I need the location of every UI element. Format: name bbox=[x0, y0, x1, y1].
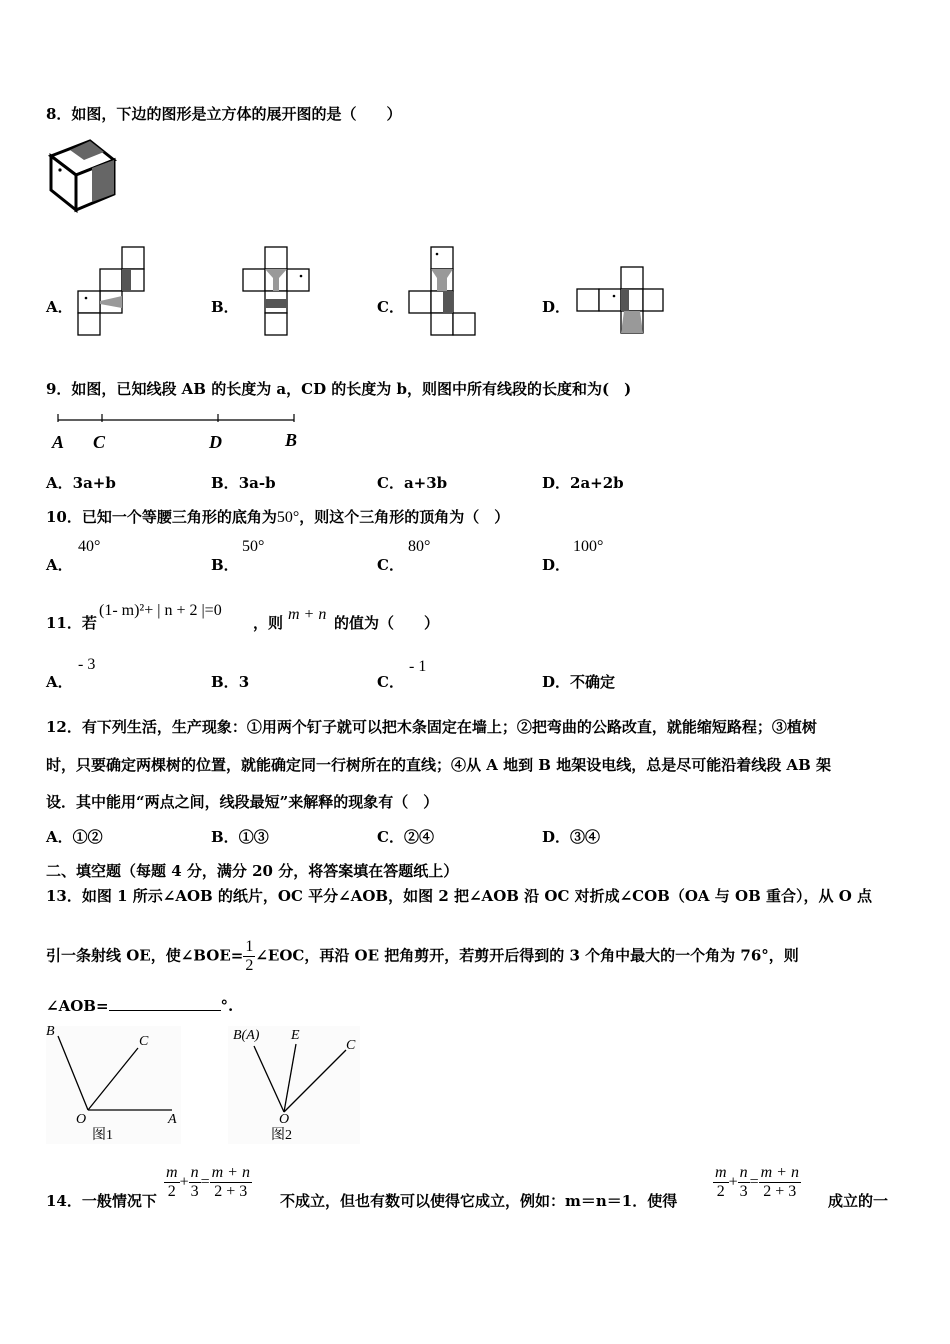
q11-expression: (1- m)²+ | n + 2 |=0 bbox=[99, 602, 222, 619]
q13-fig2-label-e: E bbox=[291, 1028, 300, 1043]
q14-post: 成立的一 bbox=[828, 1192, 889, 1210]
q10-option-a-label[interactable]: A． bbox=[46, 556, 73, 574]
q13-fig2-caption: 图2 bbox=[271, 1128, 292, 1143]
q8-option-a-label[interactable]: A． bbox=[46, 298, 73, 316]
q8-net-b bbox=[243, 246, 313, 336]
q10-option-a-value: 40° bbox=[78, 538, 101, 555]
q14-pre: 14．一般情况下 bbox=[46, 1192, 157, 1210]
q8-option-b-label[interactable]: B． bbox=[211, 298, 239, 316]
q10-option-b-value: 50° bbox=[242, 538, 265, 555]
q9-stem: 9．如图，已知线段 AB 的长度为 a，CD 的长度为 b，则图中所有线段的长度和为( ) bbox=[46, 380, 632, 398]
q11-expression-2: m + n bbox=[288, 606, 327, 623]
q13-fraction-half: $\frac{1}{2}$ bbox=[245, 938, 254, 974]
q8-net-c bbox=[409, 246, 479, 336]
q11-option-d[interactable]: D．不确定 bbox=[542, 673, 616, 691]
q12-line-3: 设．其中能用“两点之间，线段最短”来解释的现象有（ ） bbox=[46, 793, 439, 811]
q13-fig2-label-c: C bbox=[346, 1038, 356, 1053]
q11-stem-pre: 11．若 bbox=[46, 614, 97, 632]
q10-option-d-value: 100° bbox=[573, 538, 604, 555]
q12-option-a[interactable]: A．①② bbox=[46, 828, 103, 846]
q8-stem: 8．如图，下边的图形是立方体的展开图的是（ ） bbox=[46, 105, 402, 123]
q12-line-2: 时，只要确定两棵树的位置，就能确定同一行树所在的直线；④从 A 地到 B 地架设电线，总是尽可能沿着线段 AB 架 bbox=[46, 756, 831, 774]
q9-point-b: B bbox=[285, 430, 298, 450]
q11-option-a-value: - 3 bbox=[78, 656, 96, 673]
q13-line-3: ∠AOB= °. bbox=[46, 997, 234, 1015]
q12-option-c[interactable]: C．②④ bbox=[377, 828, 434, 846]
q9-segment-figure bbox=[48, 410, 308, 456]
q12-option-d[interactable]: D．③④ bbox=[542, 828, 601, 846]
q11-option-a-label[interactable]: A． bbox=[46, 673, 73, 691]
q13-fig1-label-o: O bbox=[76, 1112, 87, 1127]
q11-option-c-label[interactable]: C． bbox=[377, 673, 404, 691]
q8-cube-figure bbox=[48, 138, 118, 212]
q8-option-c-label[interactable]: C． bbox=[377, 298, 404, 316]
q9-point-d: D bbox=[209, 432, 222, 452]
q13-answer-blank[interactable] bbox=[109, 996, 221, 1011]
q9-option-a[interactable]: A．3a+b bbox=[46, 474, 116, 492]
q13-line-1: 13．如图 1 所示∠AOB 的纸片，OC 平分∠AOB，如图 2 把∠AOB 沿 OC 对折成∠COB（OA 与 OB 重合），从 O 点 bbox=[46, 887, 872, 905]
q11-option-b[interactable]: B．3 bbox=[211, 673, 250, 691]
q12-line-1: 12．有下列生活，生产现象：①用两个钉子就可以把木条固定在墙上；②把弯曲的公路改直，就能缩短路程；③植树 bbox=[46, 718, 817, 736]
q9-option-d[interactable]: D．2a+2b bbox=[542, 474, 624, 492]
q13-figure-1 bbox=[46, 1026, 181, 1144]
q10-option-b-label[interactable]: B． bbox=[211, 556, 239, 574]
q8-net-a bbox=[78, 246, 148, 336]
section-2-heading: 二、填空题（每题 4 分，满分 20 分，将答案填在答题纸上） bbox=[46, 862, 459, 880]
q10-option-c-label[interactable]: C． bbox=[377, 556, 404, 574]
q12-option-b[interactable]: B．①③ bbox=[211, 828, 269, 846]
q8-option-d-label[interactable]: D． bbox=[542, 298, 571, 316]
q13-fig1-label-b: B bbox=[46, 1024, 55, 1039]
q13-line-2: 引一条射线 OE，使∠BOE= $\frac{1}{2}$ ∠EOC，再沿 OE 把角剪开，若剪开后得到的 3 个角中最大的一个角为 76°，则 bbox=[46, 938, 799, 974]
q13-fig2-label-ba: B(A) bbox=[233, 1028, 260, 1043]
q14-mid: 不成立，但也有数可以使得它成立，例如：m＝n＝1．使得 bbox=[280, 1192, 678, 1210]
q13-fig1-label-c: C bbox=[139, 1034, 149, 1049]
q14-equation-2: $\frac{m}{2}$ + $\frac{n}{3}$ = $\frac{m + n}{2 + 3}$ bbox=[715, 1164, 799, 1200]
q13-fig1-label-a: A bbox=[168, 1112, 177, 1127]
q11-stem-mid: ，则 bbox=[253, 614, 284, 632]
q10-stem: 10．已知一个等腰三角形的底角为50°，则这个三角形的顶角为（ ） bbox=[46, 508, 510, 526]
q8-net-d bbox=[576, 266, 664, 336]
q14-equation-1: $\frac{m}{2}$ + $\frac{n}{3}$ = $\frac{m + n}{2 + 3}$ bbox=[166, 1164, 250, 1200]
q10-option-c-value: 80° bbox=[408, 538, 431, 555]
q9-point-a: A bbox=[52, 432, 65, 452]
q13-fig1-caption: 图1 bbox=[92, 1128, 113, 1143]
q10-option-d-label[interactable]: D． bbox=[542, 556, 571, 574]
q11-option-c-value: - 1 bbox=[409, 658, 427, 675]
q11-stem-post: 的值为（ ） bbox=[334, 614, 440, 632]
q9-point-c: C bbox=[93, 432, 106, 452]
q9-option-c[interactable]: C．a+3b bbox=[377, 474, 448, 492]
q9-option-b[interactable]: B．3a-b bbox=[211, 474, 276, 492]
q13-fig2-label-o: O bbox=[279, 1112, 290, 1127]
